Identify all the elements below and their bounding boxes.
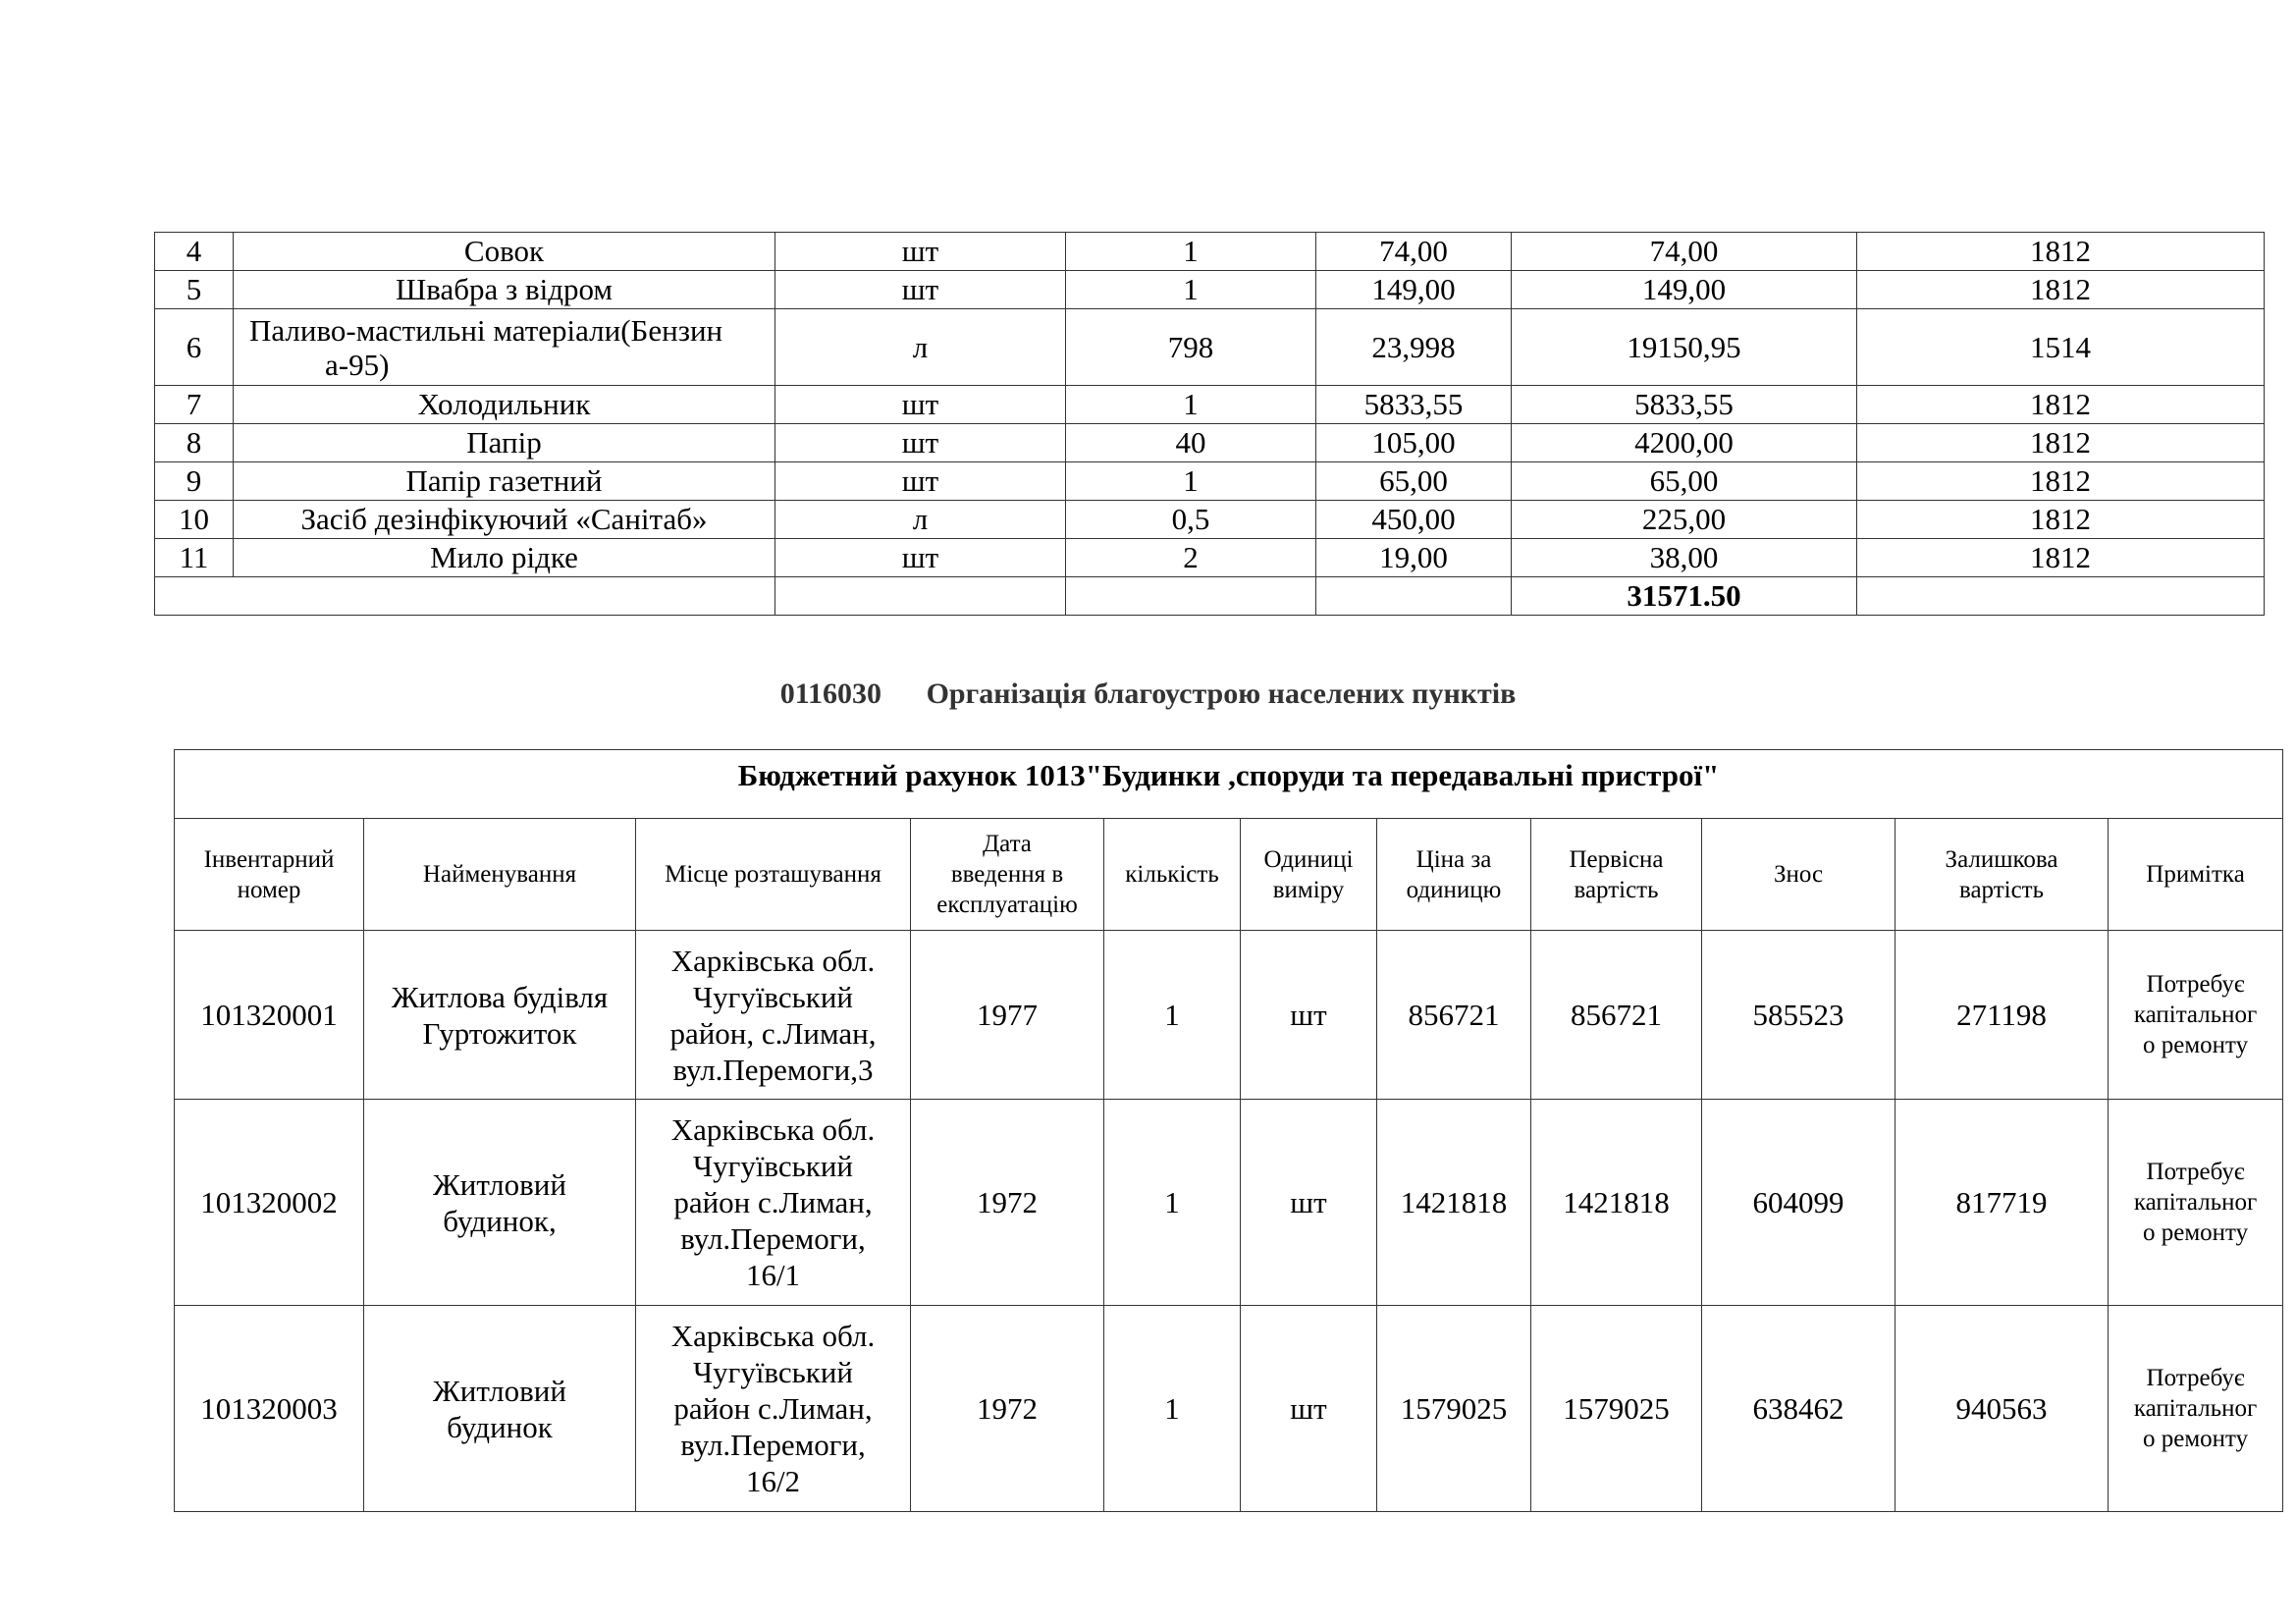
residual-value: 817719 [1896,1100,2109,1306]
table-row [155,233,2265,271]
asset-name-line: Житлова будівля [391,979,609,1014]
price: 19,00 [1316,539,1512,577]
asset-location [636,1100,911,1306]
table-row [155,309,2265,386]
table-row [155,501,2265,539]
unit: л [775,309,1066,386]
header-text: Одиниці [1263,845,1354,873]
quantity: 1 [1066,271,1316,309]
quantity: 0,5 [1066,501,1316,539]
location-line: район с.Лиман, [673,1185,873,1219]
header-text: Ціна за [1415,845,1492,873]
empty-cell [1066,577,1316,616]
quantity: 1 [1104,931,1241,1100]
section-title: Організація благоустрою населених пунктів [926,677,1517,710]
table-row [155,271,2265,309]
item-name [234,309,775,386]
asset-name-line: Гуртожиток [422,1015,577,1051]
sum: 5833,55 [1512,386,1857,424]
asset-name [364,931,636,1100]
row-number: 4 [155,233,234,271]
table-row [175,1306,2283,1512]
note-line: капітальног [2133,1001,2258,1028]
header-date [911,819,1104,931]
asset-name-line: Житловий [433,1373,566,1408]
location-line: Харківська обл. [670,943,876,978]
inventory-number: 101320003 [175,1306,364,1512]
inventory-number: 101320002 [175,1100,364,1306]
code: 1812 [1857,233,2265,271]
table-row [155,386,2265,424]
wear: 638462 [1702,1306,1896,1512]
wear: 604099 [1702,1100,1896,1306]
code: 1514 [1857,309,2265,386]
note-line: о ремонту [2142,1219,2249,1246]
location-line: вул.Перемоги, [680,1221,866,1256]
note-line: Потребує [2146,971,2245,998]
header-wear: Знос [1702,819,1896,931]
row-number: 7 [155,386,234,424]
location-line: Чугуївський [692,979,854,1014]
note-line: капітальног [2133,1395,2258,1422]
empty-cell [775,577,1066,616]
header-text: Залишкова [1945,845,2058,873]
item-name: Папір газетний [234,462,775,501]
table-row [175,931,2283,1100]
header-text: експлуатацію [936,892,1078,918]
note-line: Потребує [2146,1159,2245,1185]
unit-price: 1579025 [1377,1306,1531,1512]
header-text: виміру [1272,876,1345,903]
unit: шт [775,386,1066,424]
header-initial-value [1531,819,1702,931]
table-row [155,539,2265,577]
sum: 65,00 [1512,462,1857,501]
sum: 149,00 [1512,271,1857,309]
item-name-line: а-95) [325,347,390,382]
row-number: 10 [155,501,234,539]
initial-value: 1421818 [1531,1100,1702,1306]
header-text: одиницю [1406,876,1502,903]
empty-cell [1316,577,1512,616]
unit: л [775,501,1066,539]
quantity: 1 [1066,462,1316,501]
note-line: Потребує [2146,1365,2245,1391]
initial-value: 1579025 [1531,1306,1702,1512]
header-note: Примітка [2109,819,2283,931]
row-number: 5 [155,271,234,309]
quantity: 798 [1066,309,1316,386]
inventory-number: 101320001 [175,931,364,1100]
unit-price: 856721 [1377,931,1531,1100]
location-line: Харківська обл. [670,1112,876,1147]
row-number: 11 [155,539,234,577]
asset-name-line: будинок [447,1409,553,1444]
header-unit [1241,819,1377,931]
location-line: район, с.Лиман, [669,1015,877,1051]
code: 1812 [1857,462,2265,501]
location-line: Чугуївський [692,1355,854,1389]
unit: шт [775,424,1066,462]
location-line: вул.Перемоги,3 [672,1052,874,1087]
header-quantity: кількість [1104,819,1241,931]
unit-price: 1421818 [1377,1100,1531,1306]
location-line: 16/1 [745,1258,801,1292]
table-row [155,424,2265,462]
wear: 585523 [1702,931,1896,1100]
item-name: Засіб дезінфікуючий «Санітаб» [234,501,775,539]
unit: шт [775,462,1066,501]
commission-year: 1972 [911,1306,1104,1512]
header-inventory-number [175,819,364,931]
materials-table [154,232,2265,616]
header-text: вартість [1574,876,1659,903]
sum: 4200,00 [1512,424,1857,462]
price: 74,00 [1316,233,1512,271]
asset-name [364,1306,636,1512]
sum: 38,00 [1512,539,1857,577]
header-text: Первісна [1569,845,1664,873]
quantity: 2 [1066,539,1316,577]
location-line: район с.Лиман, [673,1391,873,1426]
header-row [175,819,2283,931]
row-number: 9 [155,462,234,501]
unit: шт [1241,1100,1377,1306]
commission-year: 1977 [911,931,1104,1100]
empty-cell [1857,577,2265,616]
header-price [1377,819,1531,931]
note [2109,931,2283,1100]
asset-name [364,1100,636,1306]
unit: шт [775,233,1066,271]
total-row [155,577,2265,616]
table-caption: Бюджетний рахунок 1013"Будинки ,споруди та передавальні пристрої" [175,750,2283,819]
residual-value: 271198 [1896,931,2109,1100]
asset-location [636,931,911,1100]
location-line: Харківська обл. [670,1319,876,1353]
header-residual-value [1896,819,2109,931]
unit: шт [1241,1306,1377,1512]
section-heading [0,677,2296,711]
price: 5833,55 [1316,386,1512,424]
code: 1812 [1857,424,2265,462]
row-number: 6 [155,309,234,386]
code: 1812 [1857,386,2265,424]
unit: шт [1241,931,1377,1100]
header-text: Дата [983,831,1032,857]
sum: 19150,95 [1512,309,1857,386]
commission-year: 1972 [911,1100,1104,1306]
header-text: вартість [1958,876,2045,903]
header-text: введення в [950,861,1064,888]
note [2109,1100,2283,1306]
item-name: Швабра з відром [234,271,775,309]
section-code: 0116030 [779,677,882,710]
item-name-line: Паливо-мастильні матеріали(Бензин [249,312,723,348]
quantity: 40 [1066,424,1316,462]
initial-value: 856721 [1531,931,1702,1100]
sum: 74,00 [1512,233,1857,271]
item-name: Холодильник [234,386,775,424]
note [2109,1306,2283,1512]
item-name: Папір [234,424,775,462]
location-line: 16/2 [745,1464,801,1498]
item-name: Мило рідке [234,539,775,577]
price: 105,00 [1316,424,1512,462]
asset-name-line: будинок, [443,1203,557,1238]
price: 450,00 [1316,501,1512,539]
price: 65,00 [1316,462,1512,501]
header-location: Місце розташування [636,819,911,931]
price: 23,998 [1316,309,1512,386]
total-sum: 31571.50 [1512,577,1857,616]
location-line: вул.Перемоги, [680,1428,866,1462]
row-number: 8 [155,424,234,462]
quantity: 1 [1066,233,1316,271]
asset-location [636,1306,911,1512]
header-name: Найменування [364,819,636,931]
asset-name-line: Житловий [433,1166,566,1202]
quantity: 1 [1104,1306,1241,1512]
quantity: 1 [1104,1100,1241,1306]
code: 1812 [1857,539,2265,577]
header-text: Інвентарний [203,845,335,873]
unit: шт [775,271,1066,309]
note-line: о ремонту [2142,1426,2249,1452]
table-row [155,462,2265,501]
quantity: 1 [1066,386,1316,424]
unit: шт [775,539,1066,577]
residual-value: 940563 [1896,1306,2109,1512]
note-line: о ремонту [2142,1032,2249,1058]
location-line: Чугуївський [692,1149,854,1183]
note-line: капітальног [2133,1189,2258,1216]
header-text: номер [237,876,301,903]
table-row [175,1100,2283,1306]
code: 1812 [1857,501,2265,539]
item-name: Совок [234,233,775,271]
sum: 225,00 [1512,501,1857,539]
price: 149,00 [1316,271,1512,309]
empty-cell [155,577,775,616]
code: 1812 [1857,271,2265,309]
assets-table [174,749,2283,1512]
